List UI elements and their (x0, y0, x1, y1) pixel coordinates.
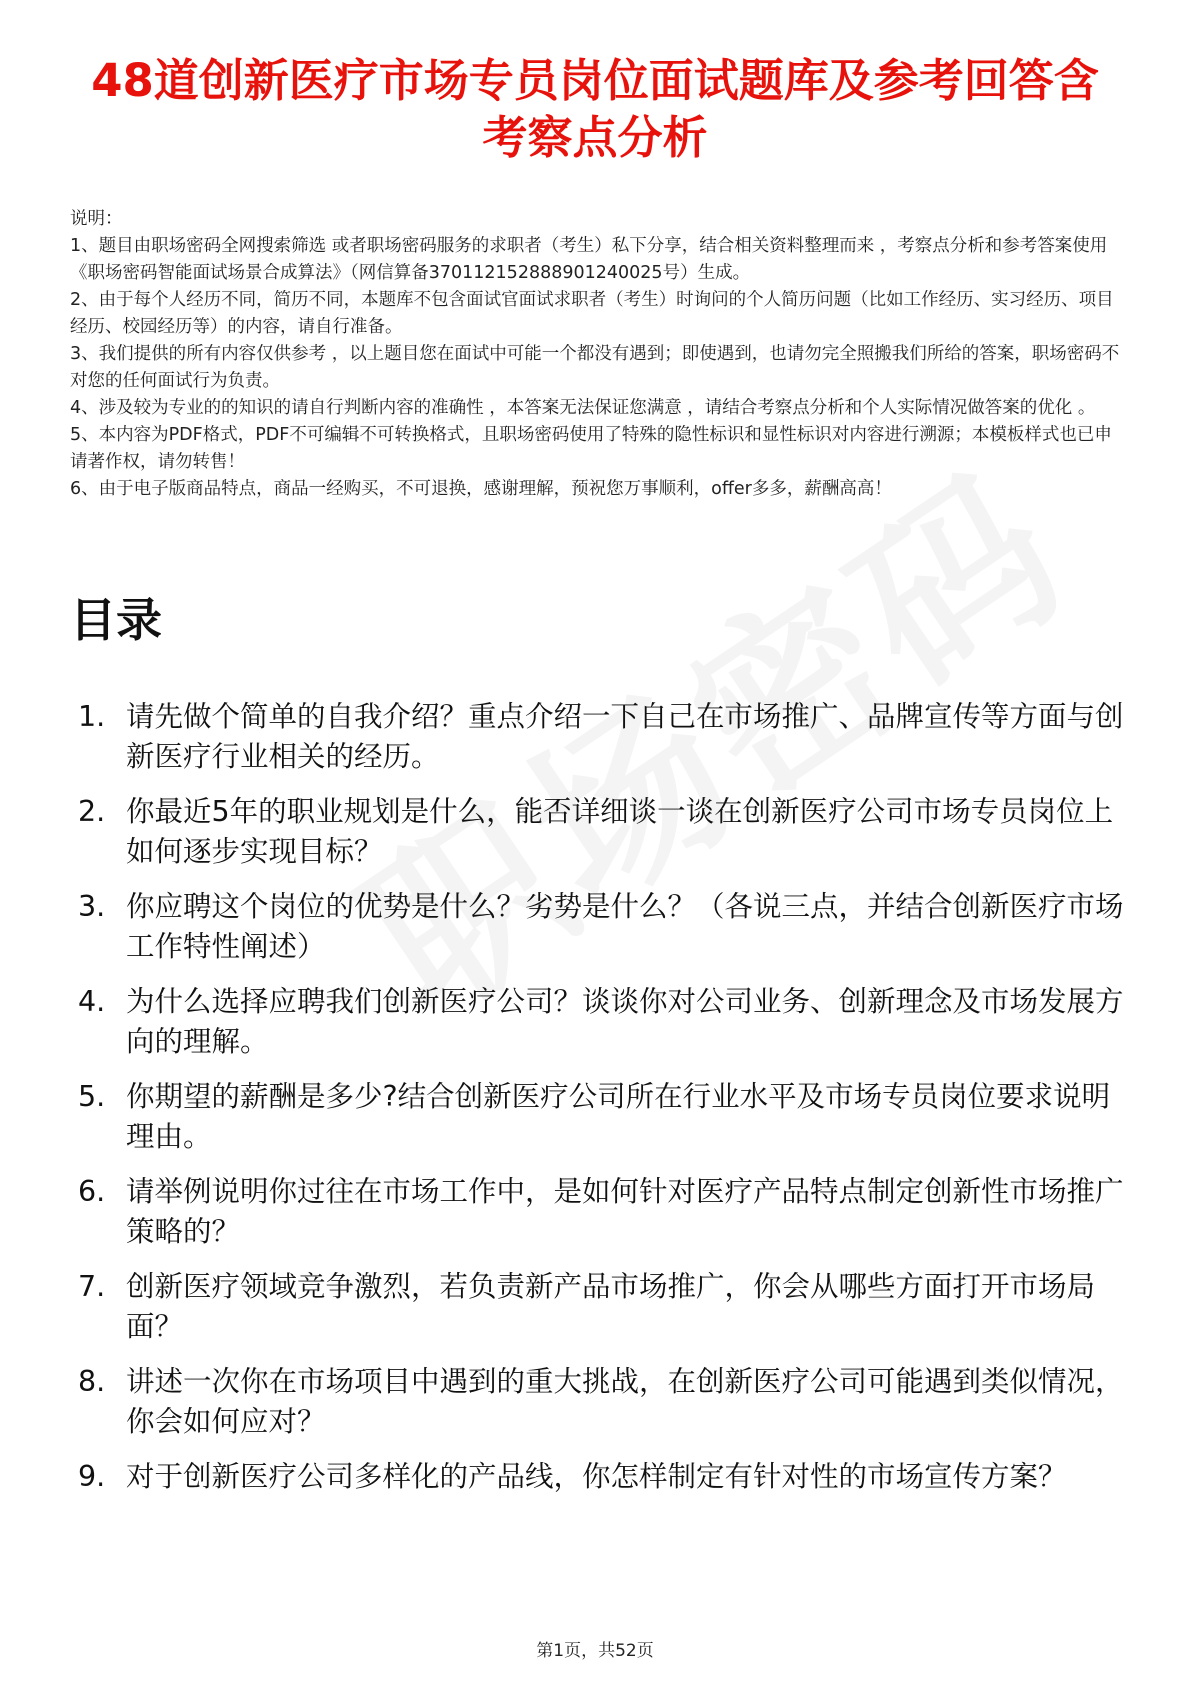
toc-item-text: 创新医疗领域竞争激烈，若负责新产品市场推广，你会从哪些方面打开市场局面？ (126, 1270, 1096, 1343)
toc-item[interactable] (70, 1077, 1130, 1157)
toc-item[interactable] (70, 792, 1130, 872)
toc-item-text: 你应聘这个岗位的优势是什么？劣势是什么？（各说三点，并结合创新医疗市场工作特性阐述） (126, 890, 1124, 963)
toc-item-number: 1. (78, 700, 106, 733)
toc-item-number: 4. (78, 985, 106, 1018)
instructions-heading: 说明： (70, 209, 123, 229)
toc-item-text: 请举例说明你过往在市场工作中，是如何针对医疗产品特点制定创新性市场推广策略的？ (126, 1175, 1124, 1248)
page-title: 48道创新医疗市场专员岗位面试题库及参考回答含考察点分析 (91, 54, 1099, 164)
toc-item-number: 5. (78, 1080, 106, 1113)
toc-item[interactable] (70, 982, 1130, 1062)
toc-item-text: 为什么选择应聘我们创新医疗公司？谈谈你对公司业务、创新理念及市场发展方向的理解。 (126, 985, 1124, 1058)
toc-item-text: 对于创新医疗公司多样化的产品线，你怎样制定有针对性的市场宣传方案？ (126, 1460, 1067, 1493)
page-footer: 第1页，共52页 (536, 1641, 654, 1661)
toc-item-number: 9. (78, 1460, 106, 1493)
toc-heading: 目录 (70, 593, 162, 647)
toc-item[interactable] (70, 1457, 1130, 1497)
toc-item[interactable] (70, 697, 1130, 777)
instruction-item: 3、我们提供的所有内容仅供参考 ，以上题目您在面试中可能一个都没有遇到；即使遇到，也请勿完全照搬我们所给的答案，职场密码不对您的任何面试行为负责。 (70, 344, 1120, 391)
instruction-item: 6、由于电子版商品特点，商品一经购买，不可退换，感谢理解，预祝您万事顺利，offer多多，薪酬高高！ (70, 479, 892, 499)
toc-item-number: 7. (78, 1270, 106, 1303)
toc-item-number: 8. (78, 1365, 106, 1398)
instruction-item: 5、本内容为PDF格式，PDF不可编辑不可转换格式，且职场密码使用了特殊的隐性标识和显性标识对内容进行溯源；本模板样式也已申请著作权，请勿转售！ (70, 425, 1112, 472)
instruction-item: 2、由于每个人经历不同，简历不同，本题库不包含面试官面试求职者（考生）时询问的个人简历问题（比如工作经历、实习经历、项目经历、校园经历等）的内容，请自行准备。 (70, 290, 1114, 337)
toc-item-text: 你最近5年的职业规划是什么，能否详细谈一谈在创新医疗公司市场专员岗位上如何逐步实现目标？ (126, 795, 1114, 868)
toc-item-text: 讲述一次你在市场项目中遇到的重大挑战，在创新医疗公司可能遇到类似情况，你会如何应对？ (126, 1365, 1124, 1438)
toc-item-number: 2. (78, 795, 106, 828)
toc-list (70, 697, 1130, 1512)
toc-item-text: 你期望的薪酬是多少?结合创新医疗公司所在行业水平及市场专员岗位要求说明理由。 (126, 1080, 1111, 1153)
toc-item[interactable] (70, 1362, 1130, 1442)
toc-item[interactable] (70, 887, 1130, 967)
toc-item[interactable] (70, 1172, 1130, 1252)
instructions-section (70, 206, 1120, 503)
toc-item-number: 3. (78, 890, 106, 923)
toc-item[interactable] (70, 1267, 1130, 1347)
toc-item-text: 请先做个简单的自我介绍？重点介绍一下自己在市场推广、品牌宣传等方面与创新医疗行业相关的经历。 (126, 700, 1124, 773)
instruction-item: 4、涉及较为专业的的知识的请自行判断内容的准确性 ，本答案无法保证您满意 ，请结合考察点分析和个人实际情况做答案的优化 。 (70, 398, 1096, 418)
toc-item-number: 6. (78, 1175, 106, 1208)
instruction-item: 1、题目由职场密码全网搜索筛选 或者职场密码服务的求职者（考生）私下分享，结合相关资料整理而来 ，考察点分析和参考答案使用《职场密码智能面试场景合成算法》（网信算备370112152888901240025号）生成。 (70, 236, 1108, 283)
